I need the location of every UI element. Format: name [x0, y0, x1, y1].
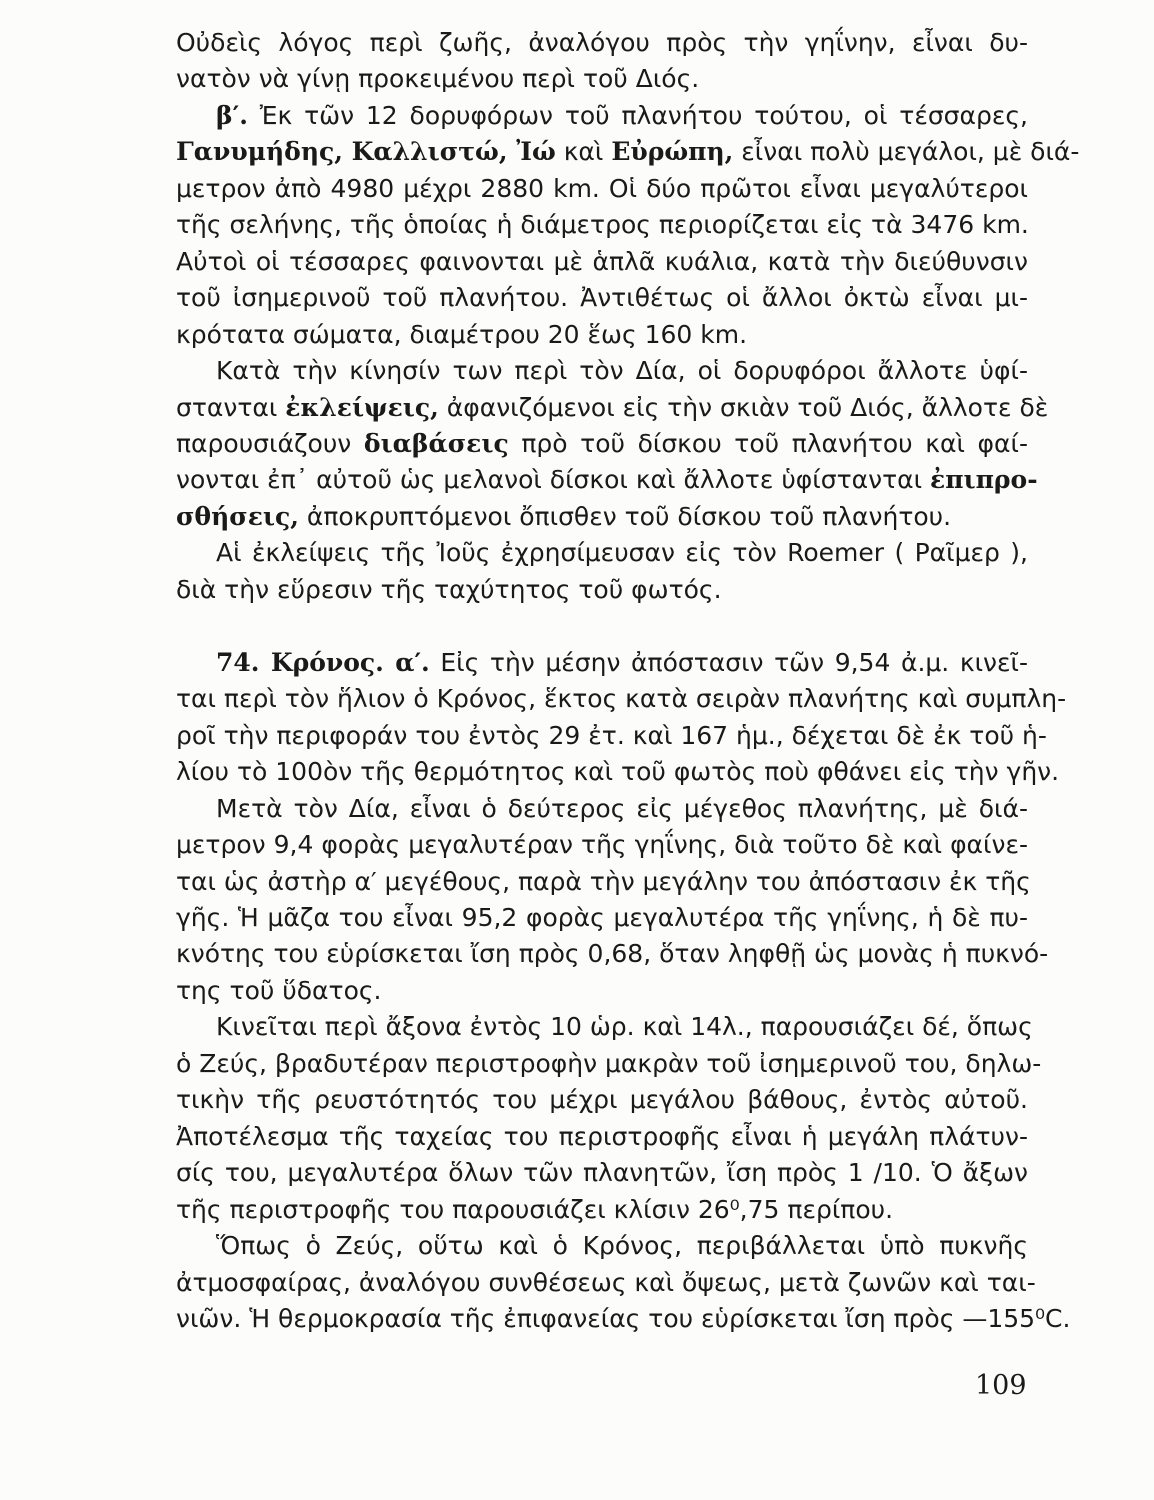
- text-line: Κινεῖται περὶ ἄξονα ἐντὸς 10 ὡρ. καὶ 14λ., παρουσιάζει δέ, ὅπως: [216, 1012, 1033, 1042]
- text-line: στανται ἐκλείψεις, ἀφανιζόμενοι εἰς τὴν σκιὰν τοῦ Διός, ἄλλοτε δὲ: [176, 392, 1049, 422]
- text-line: Ὅπως ὁ Ζεύς, οὕτω καὶ ὁ Κρόνος, περιβάλλεται ὑπὸ πυκνῆς: [216, 1231, 1028, 1261]
- text-line: τῆς περιστροφῆς του παρουσιάζει κλίσιν 26⁰,75 περίπου.: [176, 1194, 894, 1224]
- text-line: σίς του, μεγαλυτέρα ὅλων τῶν πλανητῶν, ἴση πρὸς 1 /10. Ὁ ἄξων: [176, 1158, 1028, 1188]
- text-line: ὁ Ζεύς, βραδυτέραν περιστροφὴν μακρὰν τοῦ ἰσημερινοῦ του, δηλω-: [176, 1048, 1042, 1078]
- text-line: ται ὡς ἀστὴρ α′ μεγέθους, παρὰ τὴν μεγάλην του ἀπόστασιν ἐκ τῆς: [176, 866, 1031, 896]
- text-line: Κατὰ τὴν κίνησίν των περὶ τὸν Δία, οἱ δορυφόροι ἄλλοτε ὑφί-: [216, 356, 1028, 386]
- text-line: Ἀποτέλεσμα τῆς ταχείας του περιστροφῆς εἶναι ἡ μεγάλη πλάτυν-: [176, 1121, 1028, 1151]
- text-line: ται περὶ τὸν ἥλιον ὁ Κρόνος, ἕκτος κατὰ σειρὰν πλανήτης καὶ συμπλη-: [176, 684, 1067, 714]
- text-line: Αἱ ἐκλείψεις τῆς Ἰοῦς ἐχρησίμευσαν εἰς τὸν Roemer ( Ραῖμερ ),: [216, 538, 1028, 568]
- text-line: σθήσεις, ἀποκρυπτόμενοι ὄπισθεν τοῦ δίσκου τοῦ πλανήτου.: [176, 501, 952, 531]
- section-heading: 74. Κρόνος. α′.: [216, 647, 430, 677]
- text-line: παρουσιάζουν διαβάσεις πρὸ τοῦ δίσκου τοῦ πλανήτου καὶ φαί-: [176, 429, 1028, 459]
- text-line: β′. Ἐκ τῶν 12 δορυφόρων τοῦ πλανήτου τούτου, οἱ τέσσαρες,: [216, 100, 1028, 130]
- text-line: τῆς σελήνης, τῆς ὁποίας ἡ διάμετρος περιορίζεται εἰς τὰ 3476 km.: [176, 210, 1029, 240]
- text-line: Μετὰ τὸν Δία, εἶναι ὁ δεύτερος εἰς μέγεθος πλανήτης, μὲ διά-: [216, 793, 1028, 823]
- page-number: 109: [975, 1370, 1027, 1401]
- emphasis-term: ἐπιπρο-: [930, 465, 1038, 495]
- emphasis-term: διαβάσεις: [363, 429, 509, 459]
- section-heading-line: 74. Κρόνος. α′. Εἰς τὴν μέσην ἀπόστασιν τῶν 9,54 ἀ.μ. κινεῖ-: [216, 647, 1029, 677]
- text-line: γῆς. Ἡ μᾶζα του εἶναι 95,2 φορὰς μεγαλυτέρα τῆς γηΐνης, ἡ δὲ πυ-: [176, 902, 1028, 932]
- emphasis-term: Γανυμήδης, Καλλιστώ, Ἰώ: [176, 137, 556, 167]
- text-line: μετρον ἀπὸ 4980 μέχρι 2880 km. Οἱ δύο πρῶτοι εἶναι μεγαλύτεροι: [176, 173, 1028, 203]
- emphasis-term: Εὐρώπη,: [611, 137, 734, 167]
- text-line: μετρον 9,4 φορὰς μεγαλυτέραν τῆς γηΐνης, διὰ τοῦτο δὲ καὶ φαίνε-: [176, 830, 1028, 860]
- text-line: νονται ἐπ᾿ αὐτοῦ ὡς μελανοὶ δίσκοι καὶ ἄλλοτε ὑφίστανται ἐπιπρο-: [176, 465, 1038, 495]
- text-line: νατὸν νὰ γίνῃ προκειμένου περὶ τοῦ Διός.: [176, 64, 700, 94]
- text-line: κνότης του εὑρίσκεται ἴση πρὸς 0,68, ὅταν ληφθῇ ὡς μονὰς ἡ πυκνό-: [176, 939, 1049, 969]
- text-line: Γανυμήδης, Καλλιστώ, Ἰώ καὶ Εὐρώπη, εἶναι πολὺ μεγάλοι, μὲ διά-: [176, 137, 1080, 167]
- text-line: Οὐδεὶς λόγος περὶ ζωῆς, ἀναλόγου πρὸς τὴν γηΐνην, εἶναι δυ-: [176, 28, 1028, 57]
- section-marker: β′.: [216, 100, 248, 130]
- text-line: διὰ τὴν εὕρεσιν τῆς ταχύτητος τοῦ φωτός.: [176, 574, 722, 604]
- text-line: ροῖ τὴν περιφοράν του ἐντὸς 29 ἐτ. καὶ 167 ἡμ., δέχεται δὲ ἐκ τοῦ ἡ-: [176, 720, 1047, 750]
- text-line: ἀτμοσφαίρας, ἀναλόγου συνθέσεως καὶ ὄψεως, μετὰ ζωνῶν καὶ ται-: [176, 1267, 1036, 1297]
- text-line: λίου τὸ 100ὸν τῆς θερμότητος καὶ τοῦ φωτὸς ποὺ φθάνει εἰς τὴν γῆν.: [176, 757, 1060, 787]
- text-line: Αὐτοὶ οἱ τέσσαρες φαινονται μὲ ἁπλᾶ κυάλια, κατὰ τὴν διεύθυνσιν: [176, 246, 1028, 276]
- text-line: κρότατα σώματα, διαμέτρου 20 ἕως 160 km.: [176, 319, 748, 349]
- text-line: της τοῦ ὕδατος.: [176, 975, 382, 1005]
- text-line: νιῶν. Ἡ θερμοκρασία τῆς ἐπιφανείας του εὑρίσκεται ἴση πρὸς —155⁰C.: [176, 1304, 1071, 1333]
- emphasis-term: σθήσεις,: [176, 501, 299, 531]
- text-line: τοῦ ἰσημερινοῦ τοῦ πλανήτου. Ἀντιθέτως οἱ ἄλλοι ὀκτὼ εἶναι μι-: [176, 283, 1028, 313]
- text-line: τικὴν τῆς ρευστότητός του μέχρι μεγάλου βάθους, ἐντὸς αὐτοῦ.: [176, 1085, 1028, 1115]
- emphasis-term: ἐκλείψεις,: [285, 392, 439, 422]
